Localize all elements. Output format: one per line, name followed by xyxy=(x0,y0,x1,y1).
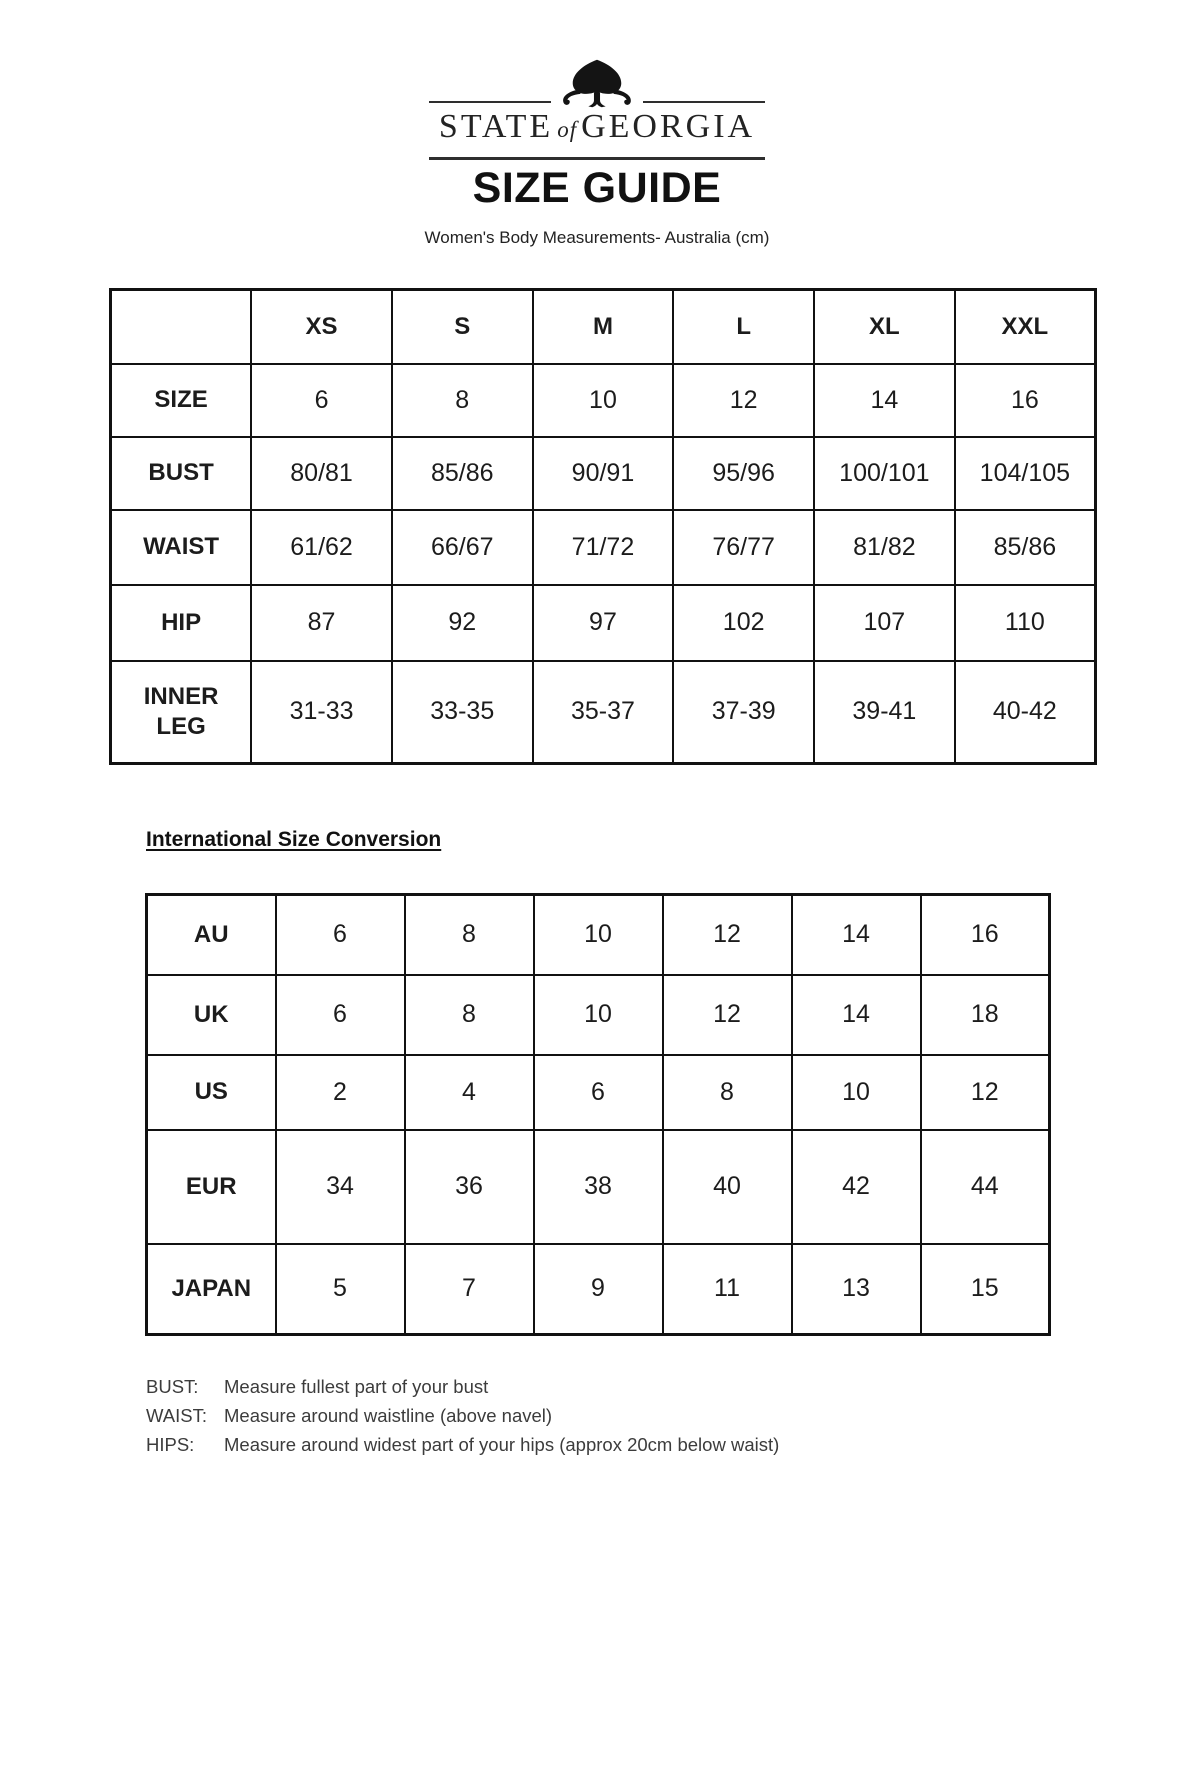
page-subtitle: Women's Body Measurements- Australia (cm) xyxy=(424,228,770,247)
table-row xyxy=(147,1130,1050,1244)
table-cell: 6 xyxy=(534,1055,663,1130)
measurement-table xyxy=(109,288,1097,765)
row-label: JAPAN xyxy=(147,1244,276,1335)
table-cell: 40 xyxy=(663,1130,792,1244)
table-cell: 7 xyxy=(405,1244,534,1335)
table-cell: 95/96 xyxy=(673,437,814,510)
header-cell: M xyxy=(533,290,674,364)
brand-name-prefix: STATE xyxy=(438,108,554,145)
note-bust xyxy=(146,1372,779,1401)
row-label: EUR xyxy=(147,1130,276,1244)
logo-rule-right xyxy=(643,101,765,103)
table-cell: 102 xyxy=(673,585,814,661)
table-cell: 36 xyxy=(405,1130,534,1244)
table-cell: 81/82 xyxy=(814,510,955,585)
table-cell: 18 xyxy=(921,975,1050,1055)
row-label: AU xyxy=(147,895,276,975)
note-label: HIPS: xyxy=(146,1434,195,1455)
table-cell: 33-35 xyxy=(392,661,533,764)
table-cell: 97 xyxy=(533,585,674,661)
table-cell: 9 xyxy=(534,1244,663,1335)
table-cell: 8 xyxy=(405,975,534,1055)
header-cell: XL xyxy=(814,290,955,364)
table-cell: 85/86 xyxy=(955,510,1096,585)
table-cell: 6 xyxy=(251,364,392,437)
table-row xyxy=(147,895,1050,975)
row-label: WAIST xyxy=(111,510,252,585)
table-cell: 90/91 xyxy=(533,437,674,510)
header-cell: L xyxy=(673,290,814,364)
note-text: Measure around waistline (above navel) xyxy=(224,1405,553,1426)
table-header-row xyxy=(111,290,1096,364)
table-cell: 14 xyxy=(814,364,955,437)
header-cell: XS xyxy=(251,290,392,364)
note-hips xyxy=(146,1430,779,1459)
table-cell: 104/105 xyxy=(955,437,1096,510)
table-cell: 107 xyxy=(814,585,955,661)
table-cell: 8 xyxy=(392,364,533,437)
brand-name-suffix: GEORGIA xyxy=(581,108,756,145)
row-label: HIP xyxy=(111,585,252,661)
table-cell: 76/77 xyxy=(673,510,814,585)
table-cell: 6 xyxy=(276,975,405,1055)
note-text: Measure fullest part of your bust xyxy=(224,1376,489,1397)
table-cell: 14 xyxy=(792,975,921,1055)
note-label: WAIST: xyxy=(146,1405,207,1426)
row-label: US xyxy=(147,1055,276,1130)
table-row xyxy=(111,437,1096,510)
table-row xyxy=(111,510,1096,585)
table-cell: 4 xyxy=(405,1055,534,1130)
table-row xyxy=(147,1055,1050,1130)
row-label: INNER LEG xyxy=(111,661,252,764)
table-cell: 34 xyxy=(276,1130,405,1244)
table-row xyxy=(111,364,1096,437)
table-cell: 71/72 xyxy=(533,510,674,585)
header-cell: XXL xyxy=(955,290,1096,364)
table-cell: 42 xyxy=(792,1130,921,1244)
table-cell: 12 xyxy=(663,895,792,975)
table-cell: 87 xyxy=(251,585,392,661)
table-cell: 10 xyxy=(792,1055,921,1130)
table-cell: 15 xyxy=(921,1244,1050,1335)
table-row xyxy=(111,585,1096,661)
table-cell: 8 xyxy=(663,1055,792,1130)
table-cell: 12 xyxy=(673,364,814,437)
table-cell: 110 xyxy=(955,585,1096,661)
note-text: Measure around widest part of your hips (approx 20cm below waist) xyxy=(224,1434,780,1455)
table-cell: 44 xyxy=(921,1130,1050,1244)
table-cell: 38 xyxy=(534,1130,663,1244)
table-cell: 16 xyxy=(921,895,1050,975)
conversion-heading: International Size Conversion xyxy=(146,828,442,851)
brand-name-connector: of xyxy=(557,117,578,142)
tree-icon xyxy=(542,58,652,110)
table-cell: 8 xyxy=(405,895,534,975)
table-cell: 10 xyxy=(534,975,663,1055)
table-cell: 12 xyxy=(921,1055,1050,1130)
page-title: SIZE GUIDE xyxy=(472,164,722,212)
table-cell: 92 xyxy=(392,585,533,661)
header-cell xyxy=(111,290,252,364)
table-row xyxy=(147,975,1050,1055)
table-cell: 11 xyxy=(663,1244,792,1335)
table-cell: 31-33 xyxy=(251,661,392,764)
row-label: SIZE xyxy=(111,364,252,437)
table-cell: 16 xyxy=(955,364,1096,437)
note-waist xyxy=(146,1401,779,1430)
table-cell: 10 xyxy=(534,895,663,975)
table-row xyxy=(147,1244,1050,1335)
header-cell: S xyxy=(392,290,533,364)
table-cell: 5 xyxy=(276,1244,405,1335)
table-cell: 12 xyxy=(663,975,792,1055)
table-cell: 40-42 xyxy=(955,661,1096,764)
table-row xyxy=(111,661,1096,764)
table-cell: 13 xyxy=(792,1244,921,1335)
logo-rule-left xyxy=(429,101,551,103)
table-cell: 66/67 xyxy=(392,510,533,585)
note-label: BUST: xyxy=(146,1376,199,1397)
row-label: BUST xyxy=(111,437,252,510)
brand-name xyxy=(429,108,765,146)
table-cell: 2 xyxy=(276,1055,405,1130)
table-cell: 6 xyxy=(276,895,405,975)
row-label: UK xyxy=(147,975,276,1055)
logo-rule-bottom xyxy=(429,157,765,160)
table-cell: 37-39 xyxy=(673,661,814,764)
table-cell: 10 xyxy=(533,364,674,437)
brand-logo xyxy=(429,58,765,162)
measurement-notes xyxy=(146,1372,779,1459)
table-cell: 100/101 xyxy=(814,437,955,510)
table-cell: 80/81 xyxy=(251,437,392,510)
table-cell: 35-37 xyxy=(533,661,674,764)
table-cell: 39-41 xyxy=(814,661,955,764)
table-cell: 85/86 xyxy=(392,437,533,510)
table-cell: 14 xyxy=(792,895,921,975)
conversion-table xyxy=(145,893,1051,1336)
table-cell: 61/62 xyxy=(251,510,392,585)
